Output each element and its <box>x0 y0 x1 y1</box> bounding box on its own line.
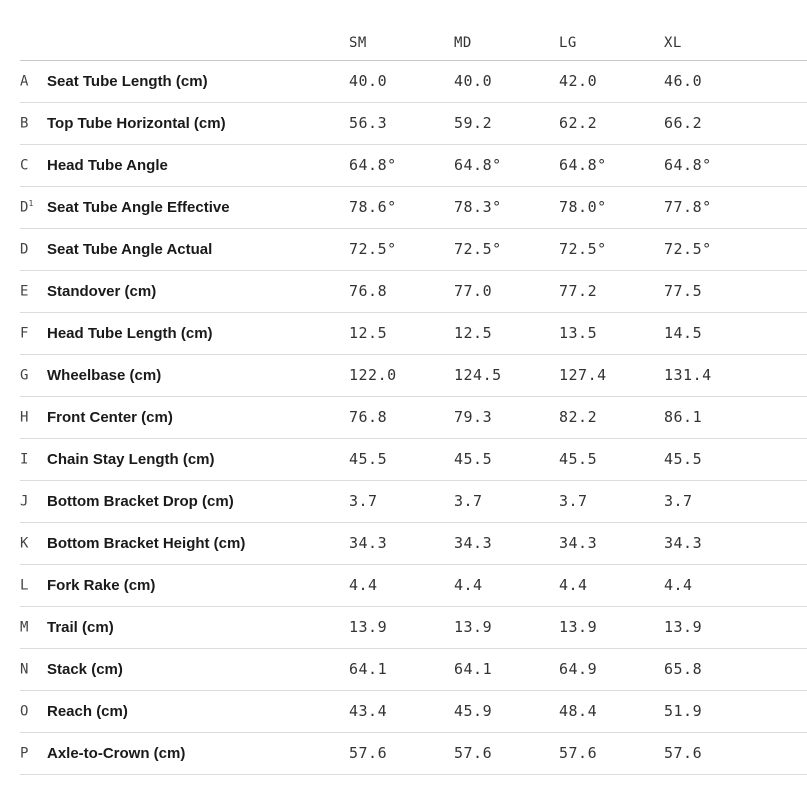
value-xl: 45.5 <box>664 438 807 480</box>
value-xl: 66.2 <box>664 102 807 144</box>
row-letter-text: C <box>20 157 29 174</box>
row-letter <box>20 270 47 312</box>
row-letter <box>20 396 47 438</box>
value-lg: 4.4 <box>559 564 664 606</box>
value-md: 3.7 <box>454 480 559 522</box>
value-lg: 45.5 <box>559 438 664 480</box>
value-lg: 3.7 <box>559 480 664 522</box>
table-row <box>20 690 807 732</box>
row-letter <box>20 312 47 354</box>
value-xl: 51.9 <box>664 690 807 732</box>
row-label: Stack (cm) <box>47 648 349 690</box>
row-letter <box>20 648 47 690</box>
value-sm: 4.4 <box>349 564 454 606</box>
table-row <box>20 564 807 606</box>
row-label: Front Center (cm) <box>47 396 349 438</box>
geometry-table <box>20 26 807 775</box>
row-letter <box>20 186 47 228</box>
row-letter-text: D <box>20 199 29 216</box>
row-letter-text: D <box>20 241 29 258</box>
value-md: 4.4 <box>454 564 559 606</box>
table-row <box>20 312 807 354</box>
row-letter-text: E <box>20 283 29 300</box>
value-sm: 76.8 <box>349 270 454 312</box>
value-md: 45.9 <box>454 690 559 732</box>
table-row <box>20 732 807 774</box>
size-header-xl: XL <box>664 26 807 60</box>
row-label: Bottom Bracket Height (cm) <box>47 522 349 564</box>
row-label: Chain Stay Length (cm) <box>47 438 349 480</box>
value-xl: 72.5° <box>664 228 807 270</box>
row-letter-text: A <box>20 73 29 90</box>
table-row <box>20 480 807 522</box>
value-xl: 34.3 <box>664 522 807 564</box>
geometry-table-body <box>20 60 807 774</box>
value-md: 64.1 <box>454 648 559 690</box>
row-letter <box>20 228 47 270</box>
value-md: 77.0 <box>454 270 559 312</box>
row-letter <box>20 690 47 732</box>
row-letter-text: J <box>20 493 29 510</box>
value-xl: 46.0 <box>664 60 807 102</box>
value-lg: 62.2 <box>559 102 664 144</box>
value-sm: 64.1 <box>349 648 454 690</box>
row-label: Seat Tube Length (cm) <box>47 60 349 102</box>
table-row <box>20 438 807 480</box>
row-label: Trail (cm) <box>47 606 349 648</box>
value-lg: 13.9 <box>559 606 664 648</box>
value-xl: 77.8° <box>664 186 807 228</box>
row-label: Seat Tube Angle Actual <box>47 228 349 270</box>
value-sm: 40.0 <box>349 60 454 102</box>
row-letter-text: K <box>20 535 29 552</box>
value-sm: 122.0 <box>349 354 454 396</box>
value-sm: 72.5° <box>349 228 454 270</box>
value-md: 78.3° <box>454 186 559 228</box>
value-lg: 34.3 <box>559 522 664 564</box>
value-md: 72.5° <box>454 228 559 270</box>
value-xl: 65.8 <box>664 648 807 690</box>
value-md: 79.3 <box>454 396 559 438</box>
value-xl: 57.6 <box>664 732 807 774</box>
value-lg: 57.6 <box>559 732 664 774</box>
row-letter <box>20 564 47 606</box>
row-letter <box>20 480 47 522</box>
row-label: Head Tube Length (cm) <box>47 312 349 354</box>
value-sm: 57.6 <box>349 732 454 774</box>
value-xl: 13.9 <box>664 606 807 648</box>
header-row <box>20 26 807 60</box>
size-header-md: MD <box>454 26 559 60</box>
table-row <box>20 354 807 396</box>
geometry-table-header <box>20 26 807 60</box>
row-letter <box>20 102 47 144</box>
table-row <box>20 60 807 102</box>
row-letter-text: H <box>20 409 29 426</box>
value-sm: 34.3 <box>349 522 454 564</box>
value-sm: 56.3 <box>349 102 454 144</box>
value-xl: 64.8° <box>664 144 807 186</box>
row-letter-text: F <box>20 325 29 342</box>
value-md: 13.9 <box>454 606 559 648</box>
value-lg: 48.4 <box>559 690 664 732</box>
row-label: Top Tube Horizontal (cm) <box>47 102 349 144</box>
row-label: Axle-to-Crown (cm) <box>47 732 349 774</box>
value-lg: 64.9 <box>559 648 664 690</box>
header-label-cell <box>47 26 349 60</box>
value-xl: 3.7 <box>664 480 807 522</box>
value-xl: 86.1 <box>664 396 807 438</box>
header-letter-cell <box>20 26 47 60</box>
value-sm: 3.7 <box>349 480 454 522</box>
row-letter <box>20 144 47 186</box>
row-letter-text: O <box>20 703 29 720</box>
value-md: 34.3 <box>454 522 559 564</box>
row-letter <box>20 606 47 648</box>
value-xl: 14.5 <box>664 312 807 354</box>
row-label: Seat Tube Angle Effective <box>47 186 349 228</box>
row-letter <box>20 438 47 480</box>
row-label: Reach (cm) <box>47 690 349 732</box>
value-md: 12.5 <box>454 312 559 354</box>
row-letter-text: B <box>20 115 29 132</box>
table-row <box>20 396 807 438</box>
row-label: Bottom Bracket Drop (cm) <box>47 480 349 522</box>
row-letter <box>20 354 47 396</box>
row-label: Wheelbase (cm) <box>47 354 349 396</box>
row-letter-text: L <box>20 577 29 594</box>
value-md: 59.2 <box>454 102 559 144</box>
value-lg: 64.8° <box>559 144 664 186</box>
value-xl: 77.5 <box>664 270 807 312</box>
value-sm: 45.5 <box>349 438 454 480</box>
row-letter-text: G <box>20 367 29 384</box>
value-md: 40.0 <box>454 60 559 102</box>
row-label: Standover (cm) <box>47 270 349 312</box>
value-xl: 131.4 <box>664 354 807 396</box>
value-sm: 12.5 <box>349 312 454 354</box>
row-label: Fork Rake (cm) <box>47 564 349 606</box>
table-row <box>20 144 807 186</box>
table-row <box>20 606 807 648</box>
value-sm: 76.8 <box>349 396 454 438</box>
value-sm: 64.8° <box>349 144 454 186</box>
value-sm: 78.6° <box>349 186 454 228</box>
row-letter-text: M <box>20 619 29 636</box>
value-lg: 78.0° <box>559 186 664 228</box>
row-letter-text: N <box>20 661 29 678</box>
value-lg: 82.2 <box>559 396 664 438</box>
value-sm: 13.9 <box>349 606 454 648</box>
value-md: 57.6 <box>454 732 559 774</box>
value-xl: 4.4 <box>664 564 807 606</box>
row-letter-text: P <box>20 745 29 762</box>
value-sm: 43.4 <box>349 690 454 732</box>
value-lg: 13.5 <box>559 312 664 354</box>
row-label: Head Tube Angle <box>47 144 349 186</box>
value-lg: 77.2 <box>559 270 664 312</box>
row-letter <box>20 60 47 102</box>
value-lg: 127.4 <box>559 354 664 396</box>
value-md: 124.5 <box>454 354 559 396</box>
size-header-lg: LG <box>559 26 664 60</box>
table-row <box>20 102 807 144</box>
table-row <box>20 186 807 228</box>
size-header-sm: SM <box>349 26 454 60</box>
row-letter-superscript: 1 <box>28 198 34 208</box>
value-md: 64.8° <box>454 144 559 186</box>
value-lg: 72.5° <box>559 228 664 270</box>
value-md: 45.5 <box>454 438 559 480</box>
row-letter-text: I <box>20 451 29 468</box>
row-letter <box>20 522 47 564</box>
row-letter <box>20 732 47 774</box>
table-row <box>20 648 807 690</box>
table-row <box>20 270 807 312</box>
table-row <box>20 228 807 270</box>
table-row <box>20 522 807 564</box>
value-lg: 42.0 <box>559 60 664 102</box>
